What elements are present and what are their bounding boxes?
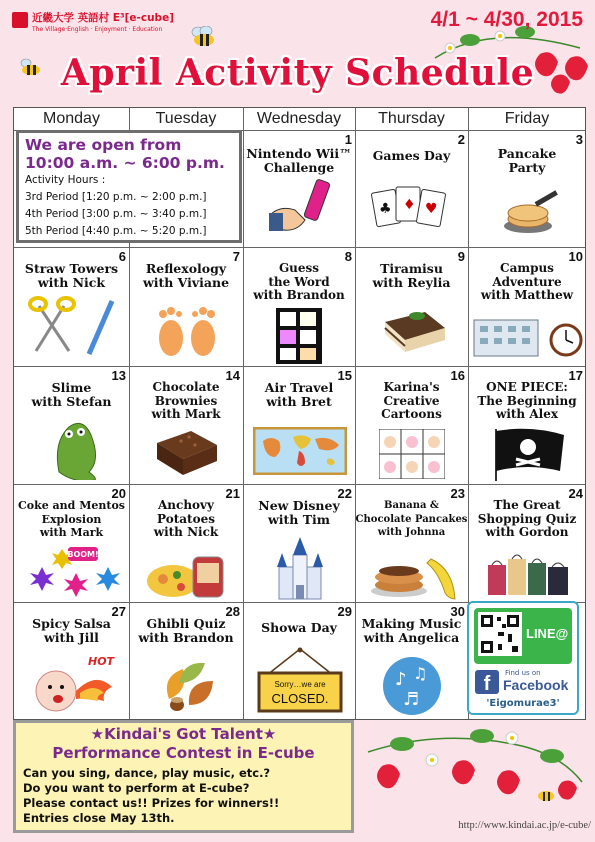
day-cell-1 [243, 131, 355, 247]
strawberry-vine-icon [362, 722, 588, 820]
autumn-leaves-icon [155, 655, 221, 715]
campus-clock-icon [472, 308, 584, 364]
day-cell-8 [243, 248, 355, 366]
day-number: 21 [225, 486, 240, 501]
talent-subtitle: Performance Contest in E-cube [52, 744, 315, 762]
day-cell-22 [243, 485, 355, 602]
date-range: 4/1 ~ 4/30, 2015 [430, 8, 583, 31]
activity-title: Banana & Chocolate Pancakes with Johnna [355, 500, 468, 538]
footer-url[interactable]: http://www.kindai.ac.jp/e-cube/ [458, 820, 591, 831]
day-number: 10 [568, 249, 583, 264]
svg-text:♬: ♬ [403, 689, 420, 710]
activity-title: Tiramisu with Reylia [372, 261, 451, 290]
day-cell-15 [243, 367, 355, 484]
closed-sign-main-text: CLOSED. [271, 691, 329, 706]
activity-title: Air Travel with Bret [264, 380, 334, 409]
activity-title: Ghibli Quiz with Brandon [138, 616, 234, 645]
social-media-box [467, 601, 579, 715]
day-cell-30 [355, 603, 468, 720]
social-handle: 'Eigomurae3' [486, 698, 560, 709]
day-number: 29 [337, 604, 352, 619]
day-cell-14 [129, 367, 243, 484]
pirate-flag-icon [490, 425, 570, 483]
day-number: 17 [568, 368, 583, 383]
world-map-icon [253, 427, 347, 475]
svg-text:♫: ♫ [413, 664, 428, 683]
open-heading-1: We are open from [25, 136, 182, 154]
day-cell-2 [355, 131, 468, 247]
day-number: 27 [111, 604, 126, 619]
talent-title: ★Kindai's Got Talent★ [90, 725, 277, 743]
anchovy-potatoes-icon [143, 549, 229, 601]
line-label: LINE@ [526, 626, 569, 641]
day-cell-9 [355, 248, 468, 366]
activity-title: New Disney with Tim [258, 498, 340, 527]
weekday-thursday: Thursday [378, 110, 445, 127]
explosion-bursts-icon [24, 545, 120, 601]
activity-hours-label: Activity Hours : [25, 174, 106, 186]
bee-icon [188, 26, 224, 48]
activity-title: Reflexology with Viviane [142, 261, 230, 290]
day-number: 16 [450, 368, 465, 383]
word-pictures-icon [276, 308, 322, 364]
day-number: 24 [568, 486, 583, 501]
svg-text:♥: ♥ [425, 201, 438, 217]
day-number: 9 [457, 249, 465, 264]
svg-text:♣: ♣ [379, 201, 392, 217]
tiramisu-icon [375, 300, 450, 358]
day-cell-29 [243, 603, 355, 720]
day-number: 3 [575, 132, 583, 147]
weekday-monday: Monday [43, 110, 100, 127]
activity-title: Karina's Creative Cartoons [381, 380, 442, 421]
day-cell-28 [129, 603, 243, 720]
line-badge[interactable] [474, 608, 572, 664]
talent-line-3: Please contact us!! Prizes for winners!! [23, 796, 280, 810]
talent-contest-box [13, 720, 354, 833]
music-notes-icon [381, 655, 443, 717]
page-title: April Activity Schedule [60, 52, 535, 94]
day-number: 22 [337, 486, 352, 501]
day-cell-7 [129, 248, 243, 366]
period-5th: 5th Period [4:40 p.m. ~ 5:20 p.m.] [25, 225, 207, 237]
day-cell-23 [355, 485, 468, 602]
hot-label: HOT [88, 655, 115, 668]
talent-line-2: Do you want to perform at E-cube? [23, 781, 250, 795]
weekday-wednesday: Wednesday [256, 110, 342, 127]
weekday-friday: Friday [504, 110, 550, 127]
day-cell-27 [14, 603, 129, 720]
day-cell-21 [129, 485, 243, 602]
cartoon-strip-icon [379, 429, 445, 479]
activity-title: Straw Towers with Nick [24, 261, 119, 290]
scissors-straw-icon [24, 296, 119, 358]
activity-title: Making Music with Angelica [361, 616, 462, 645]
activity-title: Slime with Stefan [31, 380, 112, 409]
closed-sign-top-text: Sorry…we are [274, 680, 326, 689]
day-number: 14 [225, 368, 240, 383]
closed-sign-icon [255, 647, 345, 717]
slime-monster-icon [44, 412, 104, 480]
day-number: 30 [450, 604, 465, 619]
logo-tagline: The Village·English · Enjoyment · Education [32, 26, 163, 33]
castle-icon [269, 537, 331, 601]
day-number: 28 [225, 604, 240, 619]
day-number: 20 [111, 486, 126, 501]
activity-title: Guess the Word with Brandon [253, 261, 345, 302]
activity-title: Coke and Mentos Explosion with Mark [18, 499, 125, 539]
day-cell-17 [468, 367, 586, 484]
activity-title: Nintendo Wii™ Challenge [246, 146, 352, 175]
period-3rd: 3rd Period [1:20 p.m. ~ 2:00 p.m.] [25, 191, 207, 203]
day-cell-20 [14, 485, 129, 602]
facebook-label[interactable]: Facebook [503, 677, 569, 693]
opening-hours-box [16, 130, 242, 243]
day-number: 8 [344, 249, 352, 264]
talent-line-1: Can you sing, dance, play music, etc.? [23, 766, 271, 780]
activity-title: ONE PIECE: The Beginning with Alex [477, 380, 577, 421]
banana-pancakes-icon [369, 549, 459, 601]
day-number: 2 [457, 132, 465, 147]
logo-mark-icon [12, 12, 28, 28]
open-heading-2: 10:00 a.m. ~ 6:00 p.m. [25, 154, 225, 172]
period-4th: 4th Period [3:00 p.m. ~ 3:40 p.m.] [25, 208, 207, 220]
activity-title: Chocolate Brownies with Mark [151, 380, 221, 421]
brownie-icon [151, 425, 223, 480]
day-number: 23 [450, 486, 465, 501]
day-cell-3 [468, 131, 586, 247]
day-number: 13 [111, 368, 126, 383]
activity-title: The Great Shopping Quiz with Gordon [477, 498, 577, 539]
qr-code-icon[interactable] [478, 612, 522, 656]
day-cell-10 [468, 248, 586, 366]
day-number: 6 [118, 249, 126, 264]
day-cell-16 [355, 367, 468, 484]
day-cell-13 [14, 367, 129, 484]
day-cell-6 [14, 248, 129, 366]
day-cell-24 [468, 485, 586, 602]
wii-controller-icon [265, 175, 340, 240]
day-number: 7 [232, 249, 240, 264]
svg-text:♪: ♪ [395, 669, 407, 690]
boom-label: BOOM! [67, 550, 99, 559]
logo-text: 近畿大学 英語村 E³[e-cube] [32, 12, 174, 24]
day-number: 15 [337, 368, 352, 383]
activity-title: Pancake Party [497, 146, 557, 175]
activity-title: Anchovy Potatoes with Nick [153, 498, 219, 539]
activity-title: Spicy Salsa with Jill [32, 616, 111, 645]
activity-title: Games Day [372, 148, 451, 163]
activity-title: Campus Adventure with Matthew [480, 261, 574, 302]
weekday-tuesday: Tuesday [155, 110, 217, 127]
footprints-icon [151, 300, 226, 360]
facebook-find-text: Find us on [505, 669, 541, 677]
day-number: 1 [344, 132, 352, 147]
hot-spicy-face-icon [28, 651, 116, 717]
pancake-icon [490, 181, 565, 241]
activity-title: Showa Day [261, 620, 337, 635]
playing-cards-icon [369, 181, 459, 236]
talent-line-4: Entries close May 13th. [23, 811, 175, 825]
ecube-logo [12, 10, 212, 46]
shopping-bags-icon [484, 549, 574, 599]
facebook-icon[interactable]: f [475, 670, 499, 694]
svg-text:♦: ♦ [403, 197, 416, 213]
